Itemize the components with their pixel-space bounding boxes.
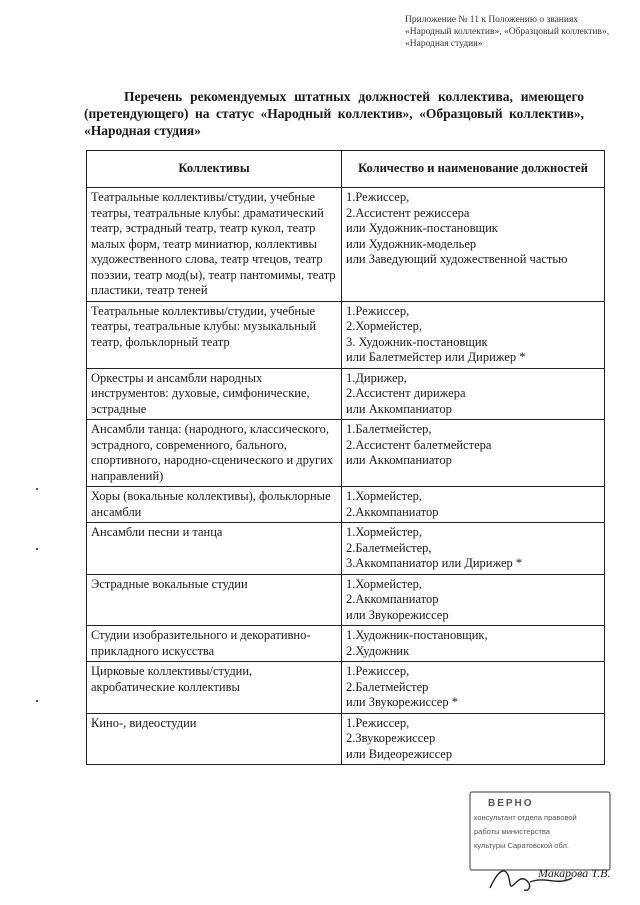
document-title: Перечень рекомендуемых штатных должностей коллектива, имеющего (претендующего) на статус «Народный коллектив», «Образцовый коллектив», «Народная студия»	[84, 89, 584, 138]
margin-dot	[36, 548, 38, 550]
position-line: 2.Балетмейстер,	[346, 540, 432, 555]
stamp-line-2: работы министерства	[474, 827, 550, 836]
position-line: 2.Ассистент балетмейстера	[346, 437, 492, 452]
margin-dot	[36, 488, 38, 490]
collective-cell: Цирковые коллективы/студии, акробатические коллективы	[87, 662, 342, 714]
position-line: 1.Режиссер,	[346, 303, 410, 318]
stamp-line-3: культуры Саратовской обл.	[474, 841, 569, 850]
position-line: 2.Ассистент дирижера	[346, 386, 466, 400]
position-line: 2.Художник	[346, 643, 410, 658]
positions-cell	[342, 487, 605, 523]
margin-dot	[36, 700, 38, 702]
positions-table	[86, 150, 605, 765]
table-row	[87, 188, 605, 302]
position-line: или Видеорежиссер	[346, 746, 453, 761]
position-line: 3. Художник-постановщик	[346, 334, 488, 349]
positions-cell	[342, 662, 605, 714]
positions-cell	[342, 523, 605, 575]
table-row	[87, 523, 605, 575]
table-row	[87, 420, 605, 487]
position-line: или Балетмейстер или Дирижер *	[346, 350, 526, 364]
position-line: 2.Хормейстер,	[346, 319, 423, 333]
position-line: 2.Балетмейстер	[346, 679, 429, 694]
positions-cell	[342, 713, 605, 765]
header-collectives: Коллективы	[87, 151, 342, 188]
table-row	[87, 662, 605, 714]
table-row	[87, 368, 605, 420]
table-row	[87, 626, 605, 662]
collective-cell: Эстрадные вокальные студии	[87, 574, 342, 626]
positions-cell	[342, 574, 605, 626]
position-line: 2.Аккомпаниатор	[346, 592, 439, 606]
position-line: 1.Художник-постановщик,	[346, 628, 488, 642]
position-line: или Художник-модельер	[346, 236, 477, 251]
position-line: 1.Режиссер,	[346, 664, 410, 678]
table-row	[87, 301, 605, 368]
collective-cell: Ансамбли танца: (народного, классического, эстрадного, современного, бального, спортивного, народно-сценического и других направлений)	[87, 420, 342, 487]
position-line: 2.Аккомпаниатор	[346, 504, 439, 519]
position-line: 1.Хормейстер,	[346, 525, 423, 539]
collective-cell: Театральные коллективы/студии, учебные театры, театральные клубы: музыкальный театр, фольклорный театр	[87, 301, 342, 368]
position-line: 1.Дирижер,	[346, 370, 407, 385]
stamp-line-1: консультант отдела правовой	[474, 813, 577, 822]
stamp-top-text: ВЕРНО	[488, 798, 534, 809]
positions-cell	[342, 368, 605, 420]
table-row	[87, 713, 605, 765]
position-line: или Заведующий художественной частью	[346, 252, 568, 266]
collective-cell: Кино-, видеостудии	[87, 713, 342, 765]
positions-cell	[342, 188, 605, 302]
position-line: или Звукорежиссер	[346, 607, 449, 622]
position-line: 1.Режиссер,	[346, 715, 410, 730]
positions-cell	[342, 626, 605, 662]
signature-name: Макарова Т.В.	[538, 866, 611, 880]
position-line: 2.Ассистент режиссера	[346, 205, 470, 220]
position-line: 1.Балетмейстер,	[346, 422, 432, 436]
position-line: 1.Режиссер,	[346, 190, 410, 204]
table-row	[87, 487, 605, 523]
collective-cell: Хоры (вокальные коллективы), фольклорные ансамбли	[87, 487, 342, 523]
collective-cell: Оркестры и ансамбли народных инструментов: духовые, симфонические, эстрадные	[87, 368, 342, 420]
positions-cell	[342, 420, 605, 487]
collective-cell: Ансамбли песни и танца	[87, 523, 342, 575]
positions-cell	[342, 301, 605, 368]
position-line: 3.Аккомпаниатор или Дирижер *	[346, 556, 523, 570]
position-line: 1.Хормейстер,	[346, 576, 423, 591]
collective-cell: Студии изобразительного и декоративно-прикладного искусства	[87, 626, 342, 662]
position-line: или Художник-постановщик	[346, 221, 498, 235]
position-line: 1.Хормейстер,	[346, 489, 423, 503]
table-header-row	[87, 151, 605, 188]
position-line: или Аккомпаниатор	[346, 453, 452, 467]
position-line: или Аккомпаниатор	[346, 401, 452, 416]
position-line: или Звукорежиссер *	[346, 695, 458, 709]
table-body	[87, 188, 605, 765]
appendix-note: Приложение № 11 к Положению о званиях «Народный коллектив», «Образцовый коллектив», «Народная студия»	[405, 15, 610, 49]
collective-cell: Театральные коллективы/студии, учебные театры, театральные клубы: драматический театр, эстрадный театр, театр кукол, театр малых форм, театр миниатюр, коллективы художественного слова, театр чтецов, театр поэзии, театр мод(ы), театр пантомимы, театр пластики, театр теней	[87, 188, 342, 302]
table-row	[87, 574, 605, 626]
position-line: 2.Звукорежиссер	[346, 731, 436, 745]
header-positions: Количество и наименование должностей	[342, 151, 605, 188]
